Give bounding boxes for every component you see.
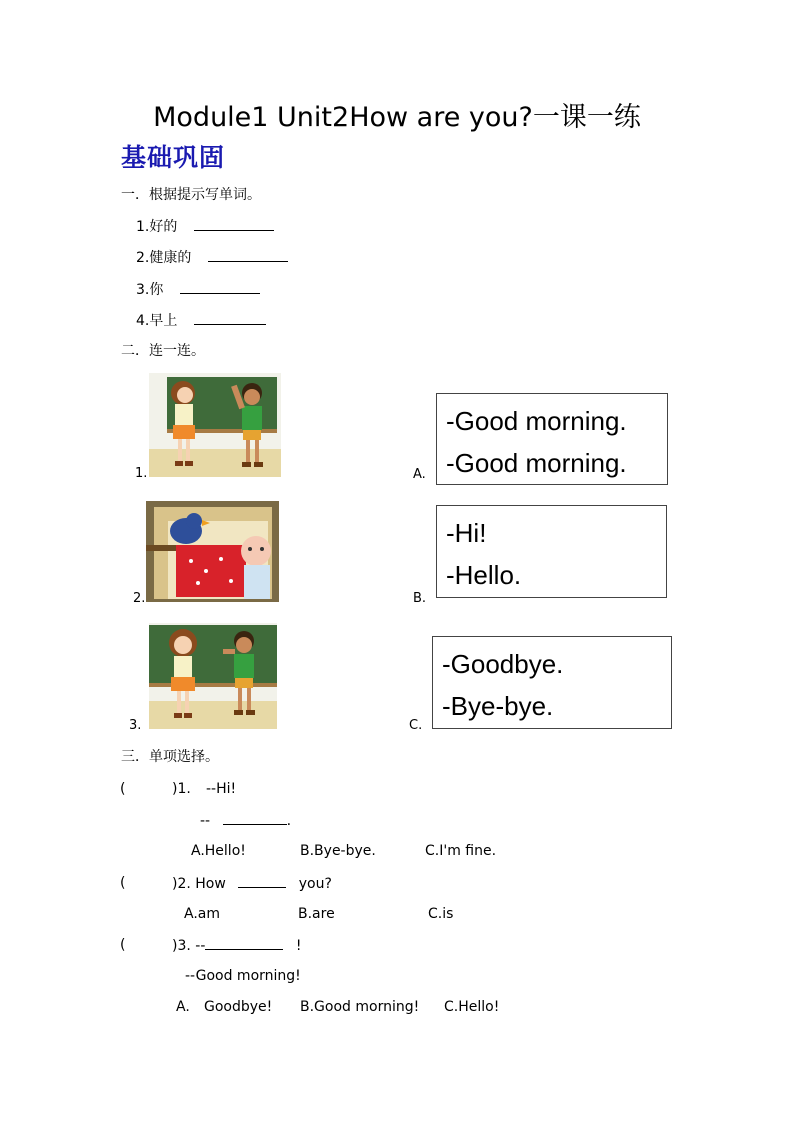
option-letter: A. (413, 467, 426, 482)
picture-children-waving (149, 623, 277, 729)
option-box-c[interactable] (432, 636, 672, 729)
choice-c[interactable]: C.Hello! (444, 999, 500, 1015)
part1-item-label: 4.早上 (136, 313, 178, 329)
answer-slot-q2[interactable] (128, 872, 172, 892)
question-paren-open: ( (120, 781, 126, 797)
option-box-b[interactable] (436, 505, 667, 598)
part2-heading: 二．连一连。 (121, 343, 205, 359)
choice-a[interactable]: A.am (184, 906, 220, 922)
answer-slot-q1[interactable] (128, 778, 172, 798)
answer-slot-q3[interactable] (128, 934, 172, 954)
question-reply: --Good morning! (185, 968, 301, 984)
question-paren-open: ( (120, 875, 126, 891)
choice-a[interactable]: A.Hello! (191, 843, 246, 859)
part1-item-label: 1.好的 (136, 219, 178, 235)
answer-blank[interactable] (194, 217, 274, 231)
answer-blank[interactable] (238, 874, 286, 888)
answer-blank[interactable] (223, 811, 287, 825)
option-line: -Bye-bye. (442, 691, 554, 721)
choice-c[interactable]: C.I'm fine. (425, 843, 497, 859)
choice-b[interactable]: B.are (298, 906, 335, 922)
picture-bird-and-child (146, 501, 279, 602)
question-line (172, 874, 332, 893)
part1-heading: 一．根据提示写单词。 (121, 187, 261, 203)
part1-item (136, 248, 288, 267)
reply-dash: -- (200, 813, 211, 829)
question-number: )2. How (172, 876, 226, 892)
picture-children-classroom (149, 373, 281, 477)
choice-a[interactable]: Goodbye! (204, 999, 273, 1015)
part1-item-label: 2.健康的 (136, 250, 192, 266)
option-letter: B. (413, 591, 427, 606)
question-prompt: --Hi! (206, 781, 237, 797)
choice-a-letter[interactable]: A. (176, 999, 190, 1015)
choice-b[interactable]: B.Good morning! (300, 999, 420, 1015)
page-title: Module1 Unit2How are you?一课一练 (153, 102, 641, 133)
picture-label: 2. (133, 591, 146, 606)
option-line: -Goodbye. (442, 649, 564, 679)
question-number: )3. -- (172, 938, 206, 954)
part1-item-label: 3.你 (136, 282, 164, 298)
choice-c[interactable]: C.is (428, 906, 454, 922)
reply-period: . (286, 813, 292, 829)
answer-blank[interactable] (205, 936, 283, 950)
question-number: )1. (172, 781, 191, 797)
picture-label: 1. (135, 466, 148, 481)
option-line: -Good morning. (446, 406, 627, 436)
answer-blank[interactable] (194, 311, 266, 325)
part3-heading: 三．单项选择。 (121, 749, 219, 765)
picture-label: 3. (129, 718, 142, 733)
answer-blank[interactable] (208, 248, 288, 262)
option-letter: C. (409, 718, 423, 733)
option-line: -Hi! (446, 518, 487, 548)
question-after: ! (295, 938, 302, 954)
answer-blank[interactable] (180, 280, 260, 294)
question-paren-open: ( (120, 937, 126, 953)
part1-item (136, 311, 266, 330)
question-line (172, 936, 301, 955)
part1-item (136, 280, 260, 299)
option-line: -Hello. (446, 560, 522, 590)
section-heading: 基础巩固 (121, 143, 226, 172)
part1-item (136, 217, 274, 236)
option-box-a[interactable] (436, 393, 668, 485)
option-line: -Good morning. (446, 448, 627, 478)
question-after: you? (298, 876, 332, 892)
choice-b[interactable]: B.Bye-bye. (300, 843, 376, 859)
question-reply (200, 811, 291, 830)
